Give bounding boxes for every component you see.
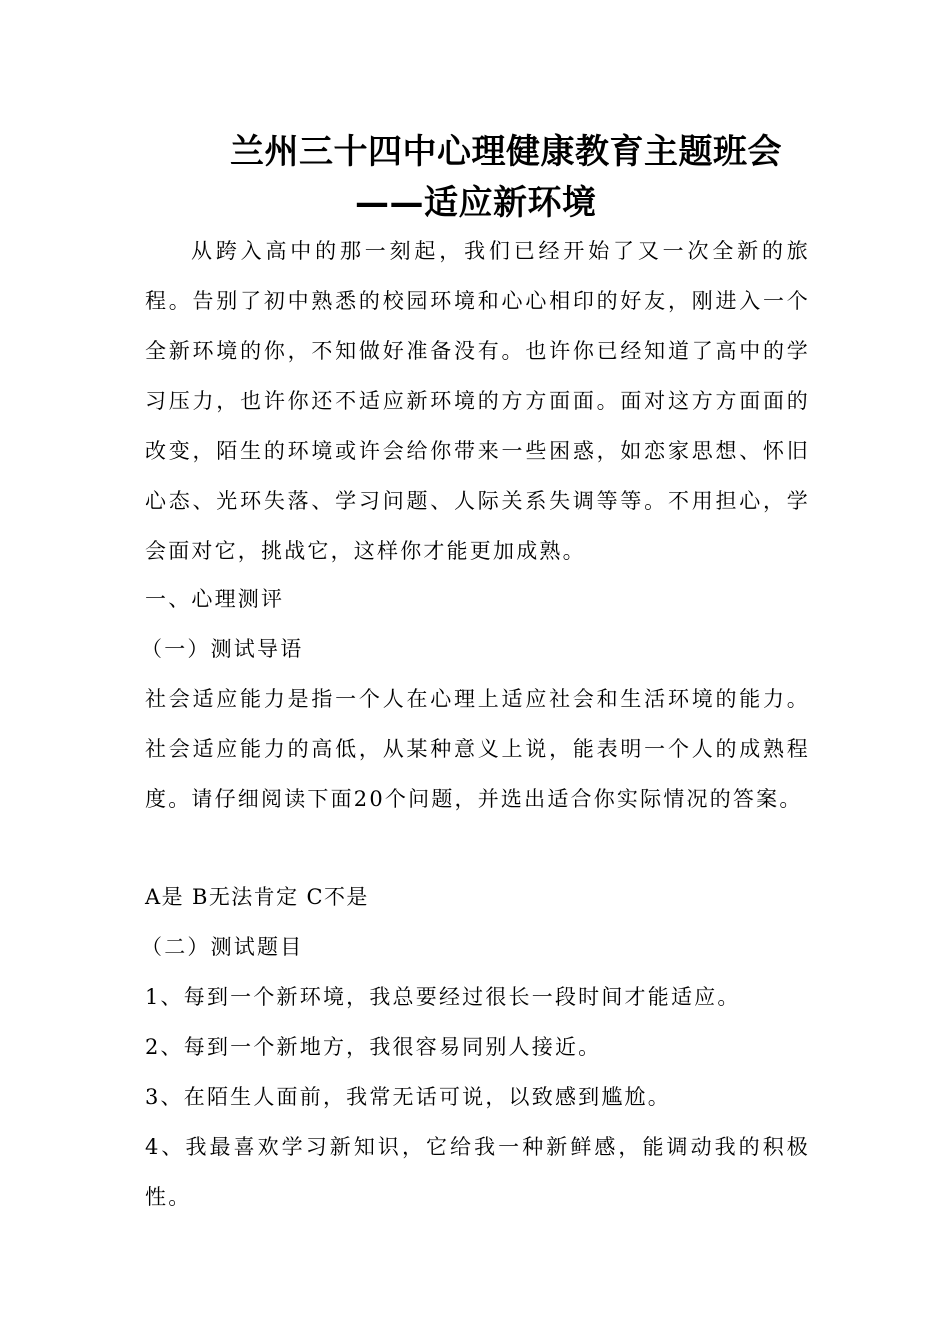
description-paragraph: 社会适应能力是指一个人在心理上适应社会和生活环境的能力。社会适应能力的高低，从某种意义上说，能表明一个人的成熟程度。请仔细阅读下面20个问题，并选出适合你实际情况的答案。 — [145, 687, 810, 811]
document-title: 兰州三十四中心理健康教育主题班会 — [230, 132, 782, 172]
question-item: 1、每到一个新环境，我总要经过很长一段时间才能适应。 — [145, 985, 741, 1009]
question-item: 4、我最喜欢学习新知识，它给我一种新鲜感，能调动我的积极性。 — [145, 1135, 810, 1209]
document-subtitle: ——适应新环境 — [355, 183, 597, 223]
question-item: 3、在陌生人面前，我常无话可说，以致感到尴尬。 — [145, 1085, 671, 1109]
section-heading-1: 一、心理测评 — [145, 587, 285, 611]
answer-options: A是 B无法肯定 C不是 — [145, 885, 369, 909]
question-item: 2、每到一个新地方，我很容易同别人接近。 — [145, 1035, 602, 1059]
subsection-heading-1: （一）测试导语 — [141, 637, 304, 661]
intro-paragraph: 从跨入高中的那一刻起，我们已经开始了又一次全新的旅程。告别了初中熟悉的校园环境和心心相印的好友，刚进入一个全新环境的你，不知做好准备没有。也许你已经知道了高中的学习压力，也许你还不适应新环境的方方面面。面对这方方面面的改变，陌生的环境或许会给你带来一些困惑，如恋家思想、怀旧心态、光环失落、学习问题、人际关系失调等等。不用担心，学会面对它，挑战它，这样你才能更加成熟。 — [145, 239, 810, 563]
subsection-heading-2: （二）测试题目 — [141, 935, 304, 959]
